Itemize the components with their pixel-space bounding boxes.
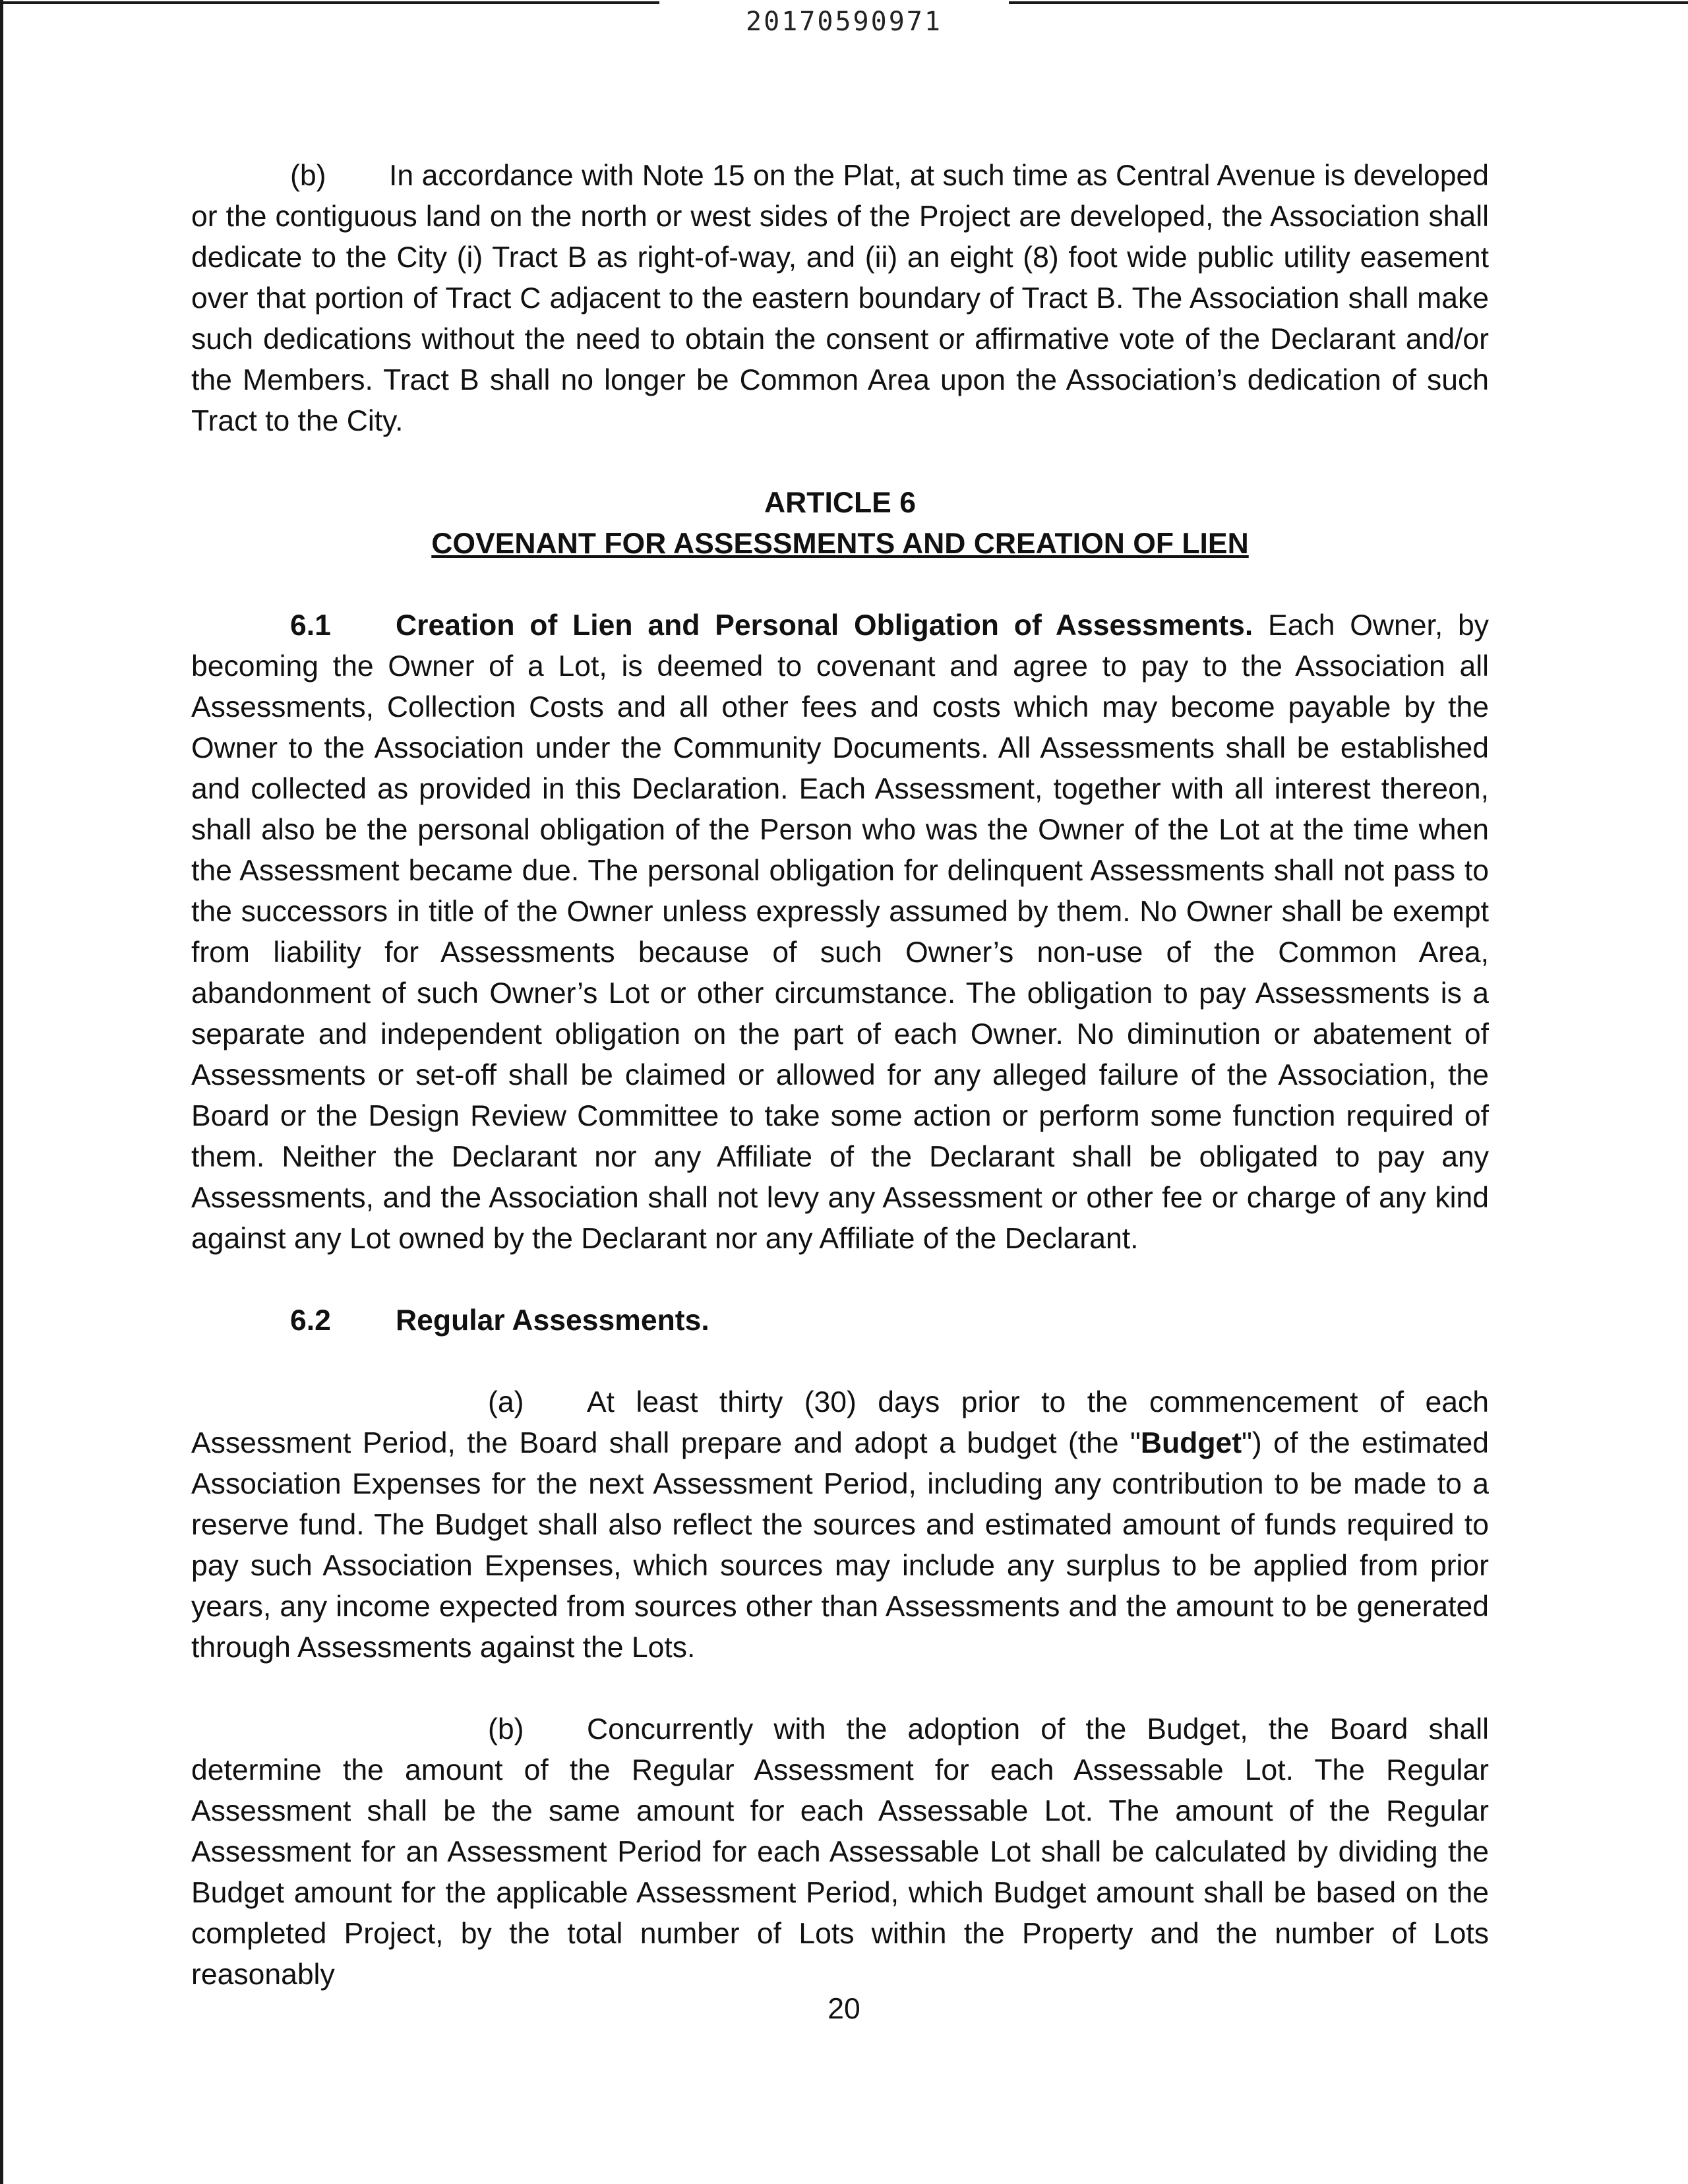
page-body bbox=[191, 156, 1489, 1995]
document-number: 20170590971 bbox=[746, 7, 942, 37]
section-text: Each Owner, by becoming the Owner of a Lot, is deemed to covenant and agree to pay to the Association all Assessments, Collection Costs and all other fees and costs which may become payable by the Owner to the Association under the Community Documents. All Assessments shall be established and collected as provided in this Declaration. Each Assessment, together with all interest thereon, shall also be the personal obligation of the Person who was the Owner of the Lot at the time when the Assessment became due. The personal obligation for delinquent Assessments shall not pass to the successors in title of the Owner unless expressly assumed by them. No Owner shall be exempt from liability for Assessments because of such Owner’s non-use of the Common Area, abandonment of such Owner’s Lot or other circumstance. The obligation to pay Assessments is a separate and independent obligation on the part of each Owner. No diminution or abatement of Assessments or set-off shall be claimed or allowed for any alleged failure of the Association, the Board or the Design Review Committee to take some action or perform some function required of them. Neither the Declarant nor any Affiliate of the Declarant shall be obligated to pay any Assessments, and the Association shall not levy any Assessment or other fee or charge of any kind against any Lot owned by the Declarant nor any Affiliate of the Declarant. bbox=[191, 609, 1489, 1255]
paragraph-b-intro bbox=[191, 156, 1489, 442]
paragraph-label: (b) bbox=[488, 1713, 524, 1745]
scan-border-top-right bbox=[1009, 1, 1688, 4]
section-6-2-heading bbox=[191, 1300, 1489, 1341]
section-6-2-paragraph-b bbox=[191, 1709, 1489, 1995]
paragraph-text: Concurrently with the adoption of the Budget, the Board shall determine the amount of the Regular Assessment for each Assessable Lot. The Regular Assessment shall be the same amount for each Assessable Lot. The amount of the Regular Assessment for an Assessment Period for each Assessable Lot shall be calculated by dividing the Budget amount for the applicable Assessment Period, which Budget amount shall be based on the completed Project, by the total number of Lots within the Property and the number of Lots reasonably bbox=[191, 1713, 1489, 1991]
section-6-1 bbox=[191, 605, 1489, 1259]
article-title: COVENANT FOR ASSESSMENTS AND CREATION OF LIEN bbox=[431, 528, 1249, 560]
section-heading: Regular Assessments. bbox=[396, 1304, 709, 1337]
paragraph-text-cont: ") of the estimated Association Expenses for the next Assessment Period, including any contribution to be made to a reserve fund. The Budget shall also reflect the sources and estimated amount of funds required to pay such Association Expenses, which sources may include any surplus to be applied from prior years, any income expected from sources other than Assessments and the amount to be generated through Assessments against the Lots. bbox=[191, 1427, 1489, 1664]
section-6-2-paragraph-a bbox=[191, 1382, 1489, 1668]
article-number: ARTICLE 6 bbox=[764, 487, 916, 519]
section-number: 6.1 bbox=[290, 609, 331, 642]
paragraph-text: In accordance with Note 15 on the Plat, at such time as Central Avenue is developed or the contiguous land on the north or west sides of the Project are developed, the Association shall dedicate to the City (i) Tract B as right-of-way, and (ii) an eight (8) foot wide public utility easement over that portion of Tract C adjacent to the eastern boundary of Tract B. The Association shall make such dedications without the need to obtain the consent or affirmative vote of the Declarant and/or the Members. Tract B shall no longer be Common Area upon the Association’s dedication of such Tract to the City. bbox=[191, 160, 1489, 437]
scan-border-left bbox=[0, 0, 3, 2184]
paragraph-text: At least thirty (30) days prior to the commencement of each Assessment Period, the Board shall prepare and adopt a budget (the " bbox=[191, 1386, 1489, 1459]
paragraph-label: (b) bbox=[290, 160, 326, 192]
scan-border-top-left bbox=[0, 1, 659, 4]
section-heading: Creation of Lien and Personal Obligation of Assessments. bbox=[396, 609, 1253, 642]
page-number: 20 bbox=[828, 1993, 860, 2025]
defined-term: Budget bbox=[1140, 1427, 1242, 1459]
paragraph-label: (a) bbox=[488, 1386, 524, 1418]
section-number: 6.2 bbox=[290, 1304, 331, 1337]
